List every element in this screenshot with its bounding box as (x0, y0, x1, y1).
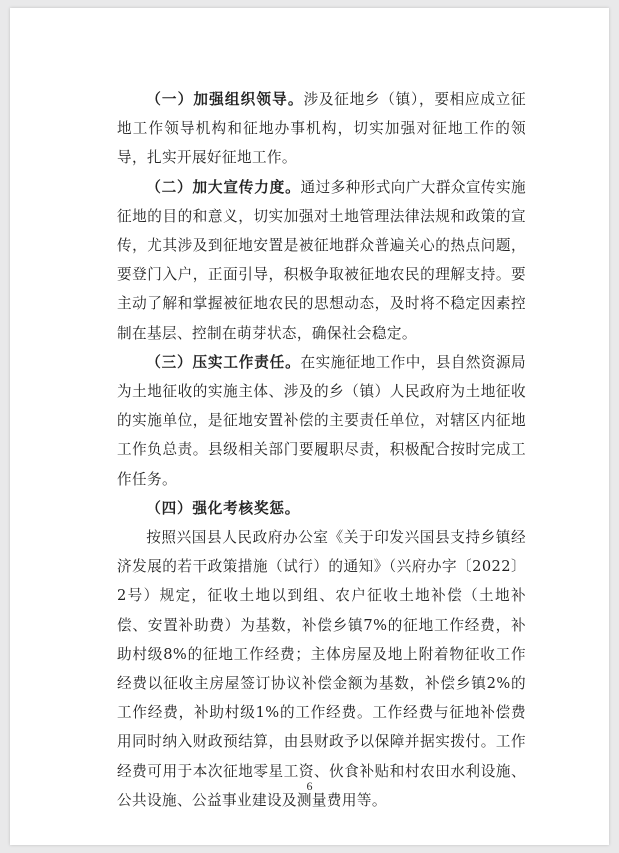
heading-organization-leadership: （一）加强组织领导。 (146, 91, 304, 108)
page-number: 6 (306, 779, 313, 793)
document-page (10, 8, 609, 845)
document-body (117, 85, 526, 815)
paragraph-assessment (117, 494, 526, 523)
paragraph-organization-leadership (117, 85, 526, 173)
paragraph-responsibility (117, 348, 526, 494)
heading-assessment: （四）强化考核奖惩。 (146, 499, 301, 517)
text-publicity: 通过多种形式向广大群众宣传实施征地的目的和意义，切实加强对土地管理法律法规和政策的宣传，尤其涉及到征地安置是被征地群众普遍关心的热点问题，要登门入户，正面引导，积极争取被征地农民的理解支持。要主动了解和掌握被征地农民的思想动态，及时将不稳定因素控制在基层、控制在萌芽状态，确保社会稳定。 (117, 178, 526, 342)
text-organization-leadership: 涉及征地乡（镇），要相应成立征地工作领导机构和征地办事机构，切实加强对征地工作的领导，扎实开展好征地工作。 (117, 91, 526, 167)
paragraph-publicity (117, 173, 526, 348)
heading-publicity: （二）加大宣传力度。 (146, 178, 301, 196)
heading-responsibility: （三）压实工作责任。 (146, 353, 301, 371)
text-funding: 按照兴国县人民政府办公室《关于印发兴国县支持乡镇经济发展的若干政策措施（试行）的通知》（兴府办字〔2022〕2号）规定，征收土地以到组、农户征收土地补偿（土地补偿、安置补助费）为基数，补偿乡镇7%的征地工作经费，补助村级8%的征地工作经费；主体房屋及地上附着物征收工作经费以征收主房屋签订协议补偿金额为基数，补偿乡镇2%的工作经费，补助村级1%的工作经费。工作经费与征地补偿费用同时纳入财政预结算，由县财政予以保障并据实拨付。工作经费可用于本次征地零星工资、伙食补贴和村农田水利设施、公共设施、公益事业建设及测量费用等。 (117, 529, 526, 809)
paragraph-funding (117, 523, 526, 815)
text-responsibility: 在实施征地工作中，县自然资源局为土地征收的实施主体、涉及的乡（镇）人民政府为土地征收的实施单位，是征地安置补偿的主要责任单位，对辖区内征地工作负总责。县级相关部门要履职尽责，积极配合按时完成工作任务。 (117, 353, 526, 488)
